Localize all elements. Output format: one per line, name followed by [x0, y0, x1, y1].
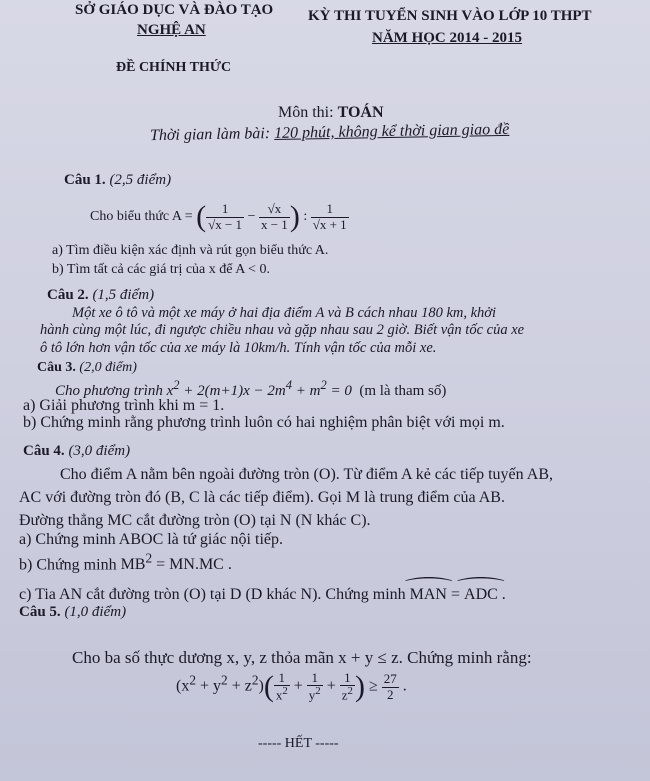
q4-line2: AC với đường tròn đó (B, C là các tiếp điểm). Gọi M là trung điểm của AB.	[19, 489, 505, 506]
q2-heading	[47, 287, 154, 304]
q4-part-c: c) Tia AN cắt đường tròn (O) tại D (D khác N). Chứng minh ⌒ MAN = ⌒ ADC .	[19, 586, 506, 604]
q5-heading	[19, 604, 126, 621]
q3-param: (m là tham số)	[359, 383, 447, 399]
end-marker: ----- HẾT -----	[258, 736, 339, 751]
q2-title: Câu 2.	[47, 287, 93, 303]
department-name: SỞ GIÁO DỤC VÀ ĐÀO TẠO	[75, 2, 274, 18]
q3-part-a: a) Giải phương trình khi m = 1.	[23, 397, 225, 414]
q4-part-b: b) Chứng minh $MB^2 = MN.MC$ .	[19, 551, 232, 574]
q1-expression: Cho biểu thức A = ( $\frac{1}{√x - 1}$ − $\frac{√x}{x - 1}$ ) : $\frac{1}{√x + 1}$	[90, 200, 347, 233]
q1-points: (2,5 điểm)	[109, 172, 172, 188]
subject-name: TOÁN	[337, 104, 384, 121]
q5-line1: Cho ba số thực dương x, y, z thỏa mãn x + y ≤ z. Chứng minh rằng:	[72, 648, 532, 667]
subject-line	[278, 104, 384, 122]
q1-title: Câu 1.	[64, 172, 110, 188]
q4-line3: Đường thẳng MC cắt đường tròn (O) tại N (N khác C).	[19, 512, 371, 529]
q4-heading	[23, 443, 130, 460]
time-value: 120 phút, không kể thời gian giao đề	[273, 120, 510, 142]
q3-heading	[37, 360, 137, 376]
school-year: NĂM HỌC 2014 - 2015	[372, 30, 522, 46]
q1-part-a: a) Tìm điều kiện xác định và rút gọn biểu thức A.	[52, 243, 329, 258]
subject-label: Môn thi:	[278, 104, 338, 121]
q4-part-b-prefix: b) Chứng minh	[19, 556, 121, 574]
q4-title: Câu 4.	[23, 443, 69, 459]
q4-points: (3,0 điểm)	[68, 443, 131, 459]
time-line	[150, 121, 510, 145]
q3-intro: Cho phương trình	[55, 383, 167, 399]
q3-equation-line: Cho phương trình $x^2 + 2(m+1)x - 2m^4 + m^2 = 0$ (m là tham số)	[55, 378, 447, 399]
q2-line2: hành cùng một lúc, đi ngược chiều nhau và gặp nhau sau 2 giờ. Biết vận tốc của xe	[40, 322, 525, 338]
time-label: Thời gian làm bài:	[149, 124, 275, 145]
q4-line1: Cho điểm A nằm bên ngoài đường tròn (O). Từ điểm A kẻ các tiếp tuyến AB,	[60, 466, 553, 483]
q5-inequality: $(x^2 + y^2 + z^2)$( $\frac{1}{x^2}$ + $\frac{1}{y^2}$ + $\frac{1}{z^2}$ ) ≥ $\frac{27}{2}$ .	[176, 670, 407, 703]
q2-line3: ô tô lớn hơn vận tốc của xe máy là 10km/h. Tính vận tốc của mỗi xe.	[40, 340, 437, 356]
exam-title: KỲ THI TUYỂN SINH VÀO LỚP 10 THPT	[308, 8, 592, 24]
q1-intro: Cho biểu thức A =	[90, 209, 197, 225]
q3-title: Câu 3.	[37, 360, 80, 375]
q3-part-b: b) Chứng minh rằng phương trình luôn có hai nghiệm phân biệt với mọi m.	[23, 414, 505, 431]
official-label: ĐỀ CHÍNH THỨC	[116, 60, 232, 75]
province-name: NGHỆ AN	[137, 22, 206, 38]
q1-heading	[64, 172, 171, 189]
q1-part-b: b) Tìm tất cả các giá trị của x để A < 0.	[52, 262, 270, 277]
q5-points: (1,0 điểm)	[64, 604, 127, 620]
q5-title: Câu 5.	[19, 604, 65, 620]
q3-points: (2,0 điểm)	[79, 360, 137, 375]
q4-part-c-text: c) Tia AN cắt đường tròn (O) tại D (D khác N). Chứng minh	[19, 586, 410, 603]
q4-part-a: a) Chứng minh ABOC là tứ giác nội tiếp.	[19, 531, 283, 548]
q2-points: (1,5 điểm)	[92, 287, 155, 303]
q2-line1: Một xe ô tô và một xe máy ở hai địa điểm A và B cách nhau 180 km, khởi	[72, 305, 497, 321]
